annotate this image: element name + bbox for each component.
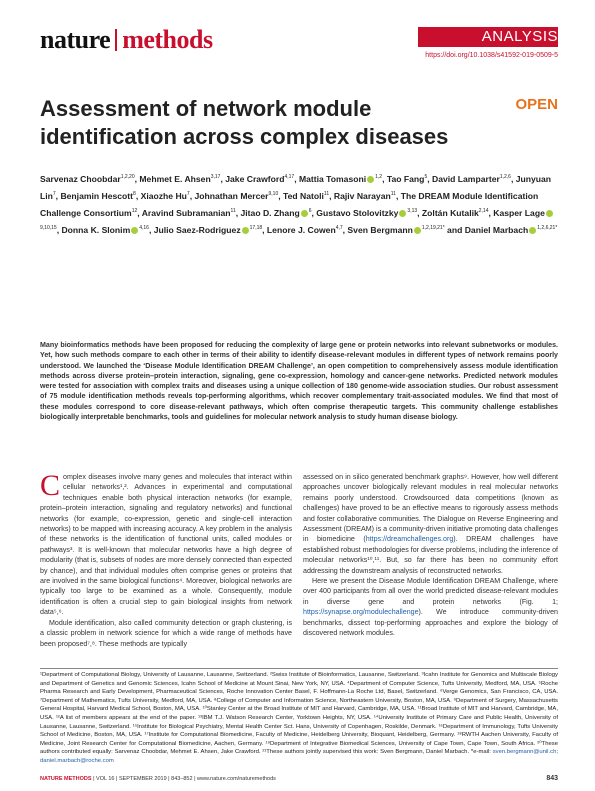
affiliation-superscript: 1,2,19,21* [421, 224, 445, 231]
affiliation-superscript: 4,17 [284, 174, 295, 180]
affiliation-superscript: 1,2 [375, 174, 383, 180]
email-link[interactable]: daniel.marbach@roche.com [40, 757, 114, 764]
paragraph [303, 472, 558, 576]
paragraph [303, 576, 558, 638]
paragraph-text: assessed on in silico generated benchmark graphs⁹. However, how well different approaches uncover biologically relevant modules in real molecular networks remains poorly understood. Crowdsourced data competitions (known as challenges) have proved to be an effective means to rigorously assess methods and foster collaborative communities. The Dialogue on Reverse Engineering and Assessment (DREAM) is a community-driven initiative promoting data challenges in biomedicine ( [303, 473, 558, 544]
footnote-divider [40, 668, 558, 669]
article-title: Assessment of network module identification across complex diseases [40, 96, 449, 149]
affiliation-superscript: 8 [133, 190, 136, 197]
email-link[interactable]: sven.bergmann@unil.ch [492, 749, 557, 756]
section-label [418, 27, 558, 47]
abstract: Many bioinformatics methods have been proposed for reducing the complexity of large gene or protein networks into relevant subnetworks or modules. Yet, how such methods compare to each other in terms of their ability to identify disease-relevant modules in different types of network remains poorly understood. We launched the ‘Disease Module Identification DREAM Challenge’, an open competition to comprehensively assess module identification methods across diverse protein–protein interaction, signaling, gene co-expression, homology and cancer-gene networks. Predicted network modules were tested for association with complex traits and diseases using a unique collection of 180 genome-wide association studies. Our robust assessment of 75 module identification methods reveals top-performing algorithms, which recover complementary trait-associated modules. We find that most of these modules correspond to core disease-relevant pathways, which often comprise therapeutic targets. This community challenge establishes biologically interpretable benchmarks, tools and guidelines for molecular network analysis to study human disease biology. [40, 341, 558, 422]
orcid-icon[interactable] [414, 227, 421, 234]
affiliation-superscript: 11 [323, 190, 330, 197]
body-column-right [303, 472, 558, 639]
affiliation-superscript: 1,2,6 [499, 174, 511, 180]
affiliation-superscript: 11 [230, 207, 236, 214]
affiliation-superscript: 3,13 [407, 207, 418, 214]
affiliations-text: ¹Department of Computational Biology, University of Lausanne, Lausanne, Switzerland. ²Swiss Institute of Bioinformatics, Lausanne, Switzerland. ³Icahn Institute for Genomics and Multiscale Biology and Department of Genetics and Genomic Sciences, Icahn School of Medicine at Mount Sinai, New York, NY, USA. ⁴Department of Computer Science, Tufts University, Medford, MA, USA. ⁵Roche Pharma Research and Early Development, Pharmaceutical Sciences, Roche Innovation Center Basel, F. Hoffmann-La Roche Ltd, Basel, Switzerland. ⁶Verge Genomics, San Francisco, CA, USA. ⁷Department of Mathematics, Tufts University, Medford, MA, USA. ⁸College of Computer and Information Science, Northeastern University, Boston, MA, USA. ⁹Department of Surgery, Massachusetts General Hospital, Harvard Medical School, Boston, MA, USA. ¹⁰Stanley Center at the Broad Institute of MIT and Harvard, Cambridge, MA, USA. ¹¹Broad Institute of MIT and Harvard, Cambridge, MA, USA. ¹²A list of members appears at the end of the paper. ¹³IBM T.J. Watson Research Center, Yorktown Heights, NY, USA. ¹⁴University Institute of Primary Care and Public Health, University of Lausanne, Lausanne, Switzerland. ¹⁵Institute for Biological Psychiatry, Mental Health Center Sct. Hans, University of Copenhagen, Roskilde, Denmark. ¹⁶Department of Immunology, Tufts University School of Medicine, Boston, MA, USA. ¹⁷Institute for Computational Biomedicine, Faculty of Medicine, Heidelberg University, Bioquant, Heidelberg, Germany. ¹⁸RWTH Aachen University, Faculty of Medicine, Joint Research Center for Computational Biomedicine, Aachen, Germany. ¹⁹Department of Integrative Biomedical Sciences, University of Cape Town, Cape Town, South Africa. ²⁰These authors contributed equally: Sarvenaz Choobdar, Mehmet E. Ahsen, Jake Crawford. ²¹These authors jointly supervised this work: Sven Bergmann, Daniel Marbach. *e-mail: [40, 672, 558, 756]
affiliation-superscript: 1,2,20 [120, 174, 135, 180]
affiliation-superscript: 4,16 [139, 224, 149, 231]
affiliation-superscript: 11 [390, 190, 396, 197]
logo-divider [115, 29, 117, 51]
body-column-left [40, 469, 292, 649]
drop-cap: C [40, 469, 61, 502]
orcid-icon[interactable] [399, 210, 406, 217]
affiliation-superscript: 12 [131, 207, 138, 214]
affiliations [40, 671, 558, 766]
orcid-icon[interactable] [546, 210, 553, 217]
journal-logo [40, 24, 213, 55]
orcid-icon[interactable] [301, 210, 308, 217]
orcid-icon[interactable] [242, 227, 249, 234]
footer-citation-text: | VOL 16 | SEPTEMBER 2019 | 843–852 | www.nature.com/naturemethods [91, 776, 276, 782]
affiliations-sep: ; [556, 749, 558, 756]
paragraph-text: ). DREAM challenges have established robust methodologies for diverse problems, including the inference of molecular networks¹⁰,¹¹. But, so far there has been no community effort addressing the downstream analysis of reconstructed networks. [303, 535, 558, 575]
affiliation-superscript: 5 [424, 174, 428, 180]
synapse-link[interactable]: https://synapse.org/modulechallenge [303, 608, 419, 617]
affiliation-superscript: 6 [308, 207, 312, 214]
logo-nature: nature [40, 25, 111, 54]
affiliation-superscript: 7 [52, 190, 56, 197]
orcid-icon[interactable] [367, 176, 374, 183]
paragraph: omplex diseases involve many genes and molecules that interact within cellular networks¹,². Advances in experimental and computational techniques enable both physical interaction networks (for example, protein–protein interaction, signaling and regulatory networks) and functional networks (for example, co-expression, genetic and single-cell interaction networks) to be mapped with increasing accuracy. A key problem in the analysis of these networks is the identification of functional units, called modules or pathways³. It is well-known that molecular networks have a high degree of modularity (that is, subsets of nodes are more densely connected than expected by chance), and that individual modules often comprise genes or proteins that are involved in the same biological functions⁴. Moreover, biological networks are typically too large to be examined as a whole. Consequently, module identification is often a crucial step to gain biological insights from network data⁵,⁶. [40, 473, 292, 617]
paragraph-text: Here we present the Disease Module Identification DREAM Challenge, where over 400 participants from all over the world predicted disease-relevant modules in diverse gene and protein networks (Fig. 1; [303, 577, 558, 606]
affiliation-superscript: 9,10,15 [40, 224, 57, 231]
orcid-icon[interactable] [529, 227, 536, 234]
doi-link[interactable]: https://doi.org/10.1038/s41592-019-0509-5 [425, 52, 558, 59]
orcid-icon[interactable] [131, 227, 138, 234]
affiliation-superscript: 2,14 [478, 207, 489, 214]
paragraph-text: ). We introduce community-driven benchmarks, dissect top-performing approaches and explore the biology of discovered network modules. [303, 608, 558, 638]
affiliation-superscript: 17,18 [249, 224, 263, 231]
page-number: 843 [546, 775, 558, 782]
affiliation-superscript: 9,10 [268, 190, 279, 197]
section-label-text: ANALYSIS [481, 28, 558, 45]
author-list: Sarvenaz Choobdar$^{1,2,20}$, Mehmet E. Ahsen$^{3,17}$, Jake Crawford$^{4,17}$, Mattia Tomasoni $^{1,2}$, Tao Fang$^5$, David Lamparter$^{1,2,6}$, Junyuan Lin$^7$, Benjamin Hescott$^8$, Xiaozhe Hu$^7$, Johnathan Mercer$^{9,10}$, Ted Natoli$^{11}$, Rajiv Narayan$^{11}$, The DREAM Module Identification Challenge Consortium$^{12}$, Aravind Subramanian$^{11}$, Jitao D. Zhang $^6$, Gustavo Stolovitzky $^{3,13}$, Zoltán Kutalik$^{2,14}$, Kasper Lage$^{9,10,15}$, Donna K. Slonim $^{4,16}$, Julio Saez-Rodriguez $^{17,18}$, Lenore J. Cowen$^{4,7}$, Sven Bergmann $^{1,2,19,21*}$ and Daniel Marbach $^{1,2,6,21*}$ [40, 173, 558, 235]
affiliation-superscript: 7 [186, 190, 190, 197]
open-access-badge: OPEN [515, 96, 558, 113]
footer-citation [40, 776, 276, 782]
affiliation-superscript: 1,2,6,21* [537, 224, 558, 231]
dream-link[interactable]: https://dreamchallenges.org [365, 535, 454, 544]
affiliation-superscript: 3,17 [210, 174, 221, 180]
logo-methods: methods [122, 25, 213, 54]
footer-journal: NATURE METHODS [40, 776, 92, 782]
paragraph: Module identification, also called community detection or graph clustering, is a classic problem in network science for which a wide range of methods have been proposed⁷,⁸. These methods are typically [40, 618, 292, 648]
affiliation-superscript: 4,7 [335, 224, 343, 231]
